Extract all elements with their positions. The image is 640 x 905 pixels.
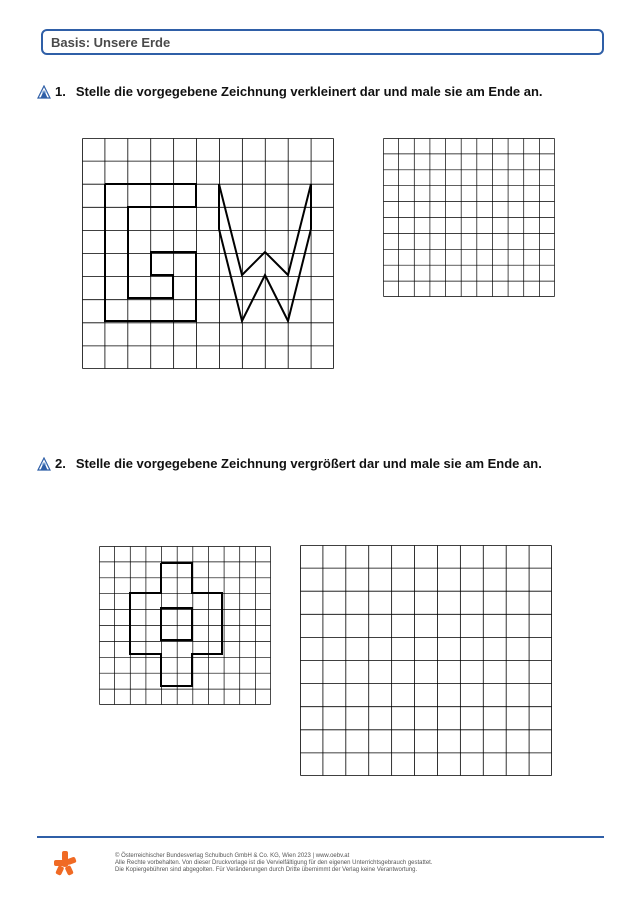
triangle-level-icon bbox=[37, 85, 51, 99]
footer-line-2: Alle Rechte vorbehalten. Von dieser Druckvorlage ist die Vervielfältigung für den eigenen Unterrichtsgebrauch gestattet. bbox=[115, 860, 433, 866]
task-1-heading bbox=[37, 84, 543, 99]
task-2-text: Stelle die vorgegebene Zeichnung vergrößert dar und male sie am Ende an. bbox=[75, 456, 542, 471]
task-2-number: 2. bbox=[55, 456, 66, 471]
task-2-empty-grid bbox=[300, 545, 552, 776]
task-2-heading bbox=[37, 456, 542, 471]
publisher-logo-icon bbox=[52, 849, 78, 877]
task-1-text: Stelle die vorgegebene Zeichnung verkleinert dar und male sie am Ende an. bbox=[75, 84, 543, 99]
footer-line-3: Die Kopiergebühren sind abgegolten. Für Veränderungen durch Dritte übernimmt der Verlag keine Verantwortung. bbox=[115, 867, 418, 873]
footer-line-1: © Österreichischer Bundesverlag Schulbuch GmbH & Co. KG, Wien 2023 | www.oebv.at bbox=[115, 853, 350, 859]
footer-copyright bbox=[115, 853, 433, 874]
header-box bbox=[41, 29, 604, 55]
task-1-empty-grid bbox=[383, 138, 555, 297]
triangle-level-icon bbox=[37, 457, 51, 471]
footer-divider bbox=[37, 836, 604, 838]
page-title: Basis: Unsere Erde bbox=[51, 35, 171, 50]
task-1-source-grid bbox=[82, 138, 334, 369]
inner-square-outline bbox=[161, 608, 192, 640]
task-2-source-grid bbox=[99, 546, 271, 705]
task-1-number: 1. bbox=[55, 84, 66, 99]
